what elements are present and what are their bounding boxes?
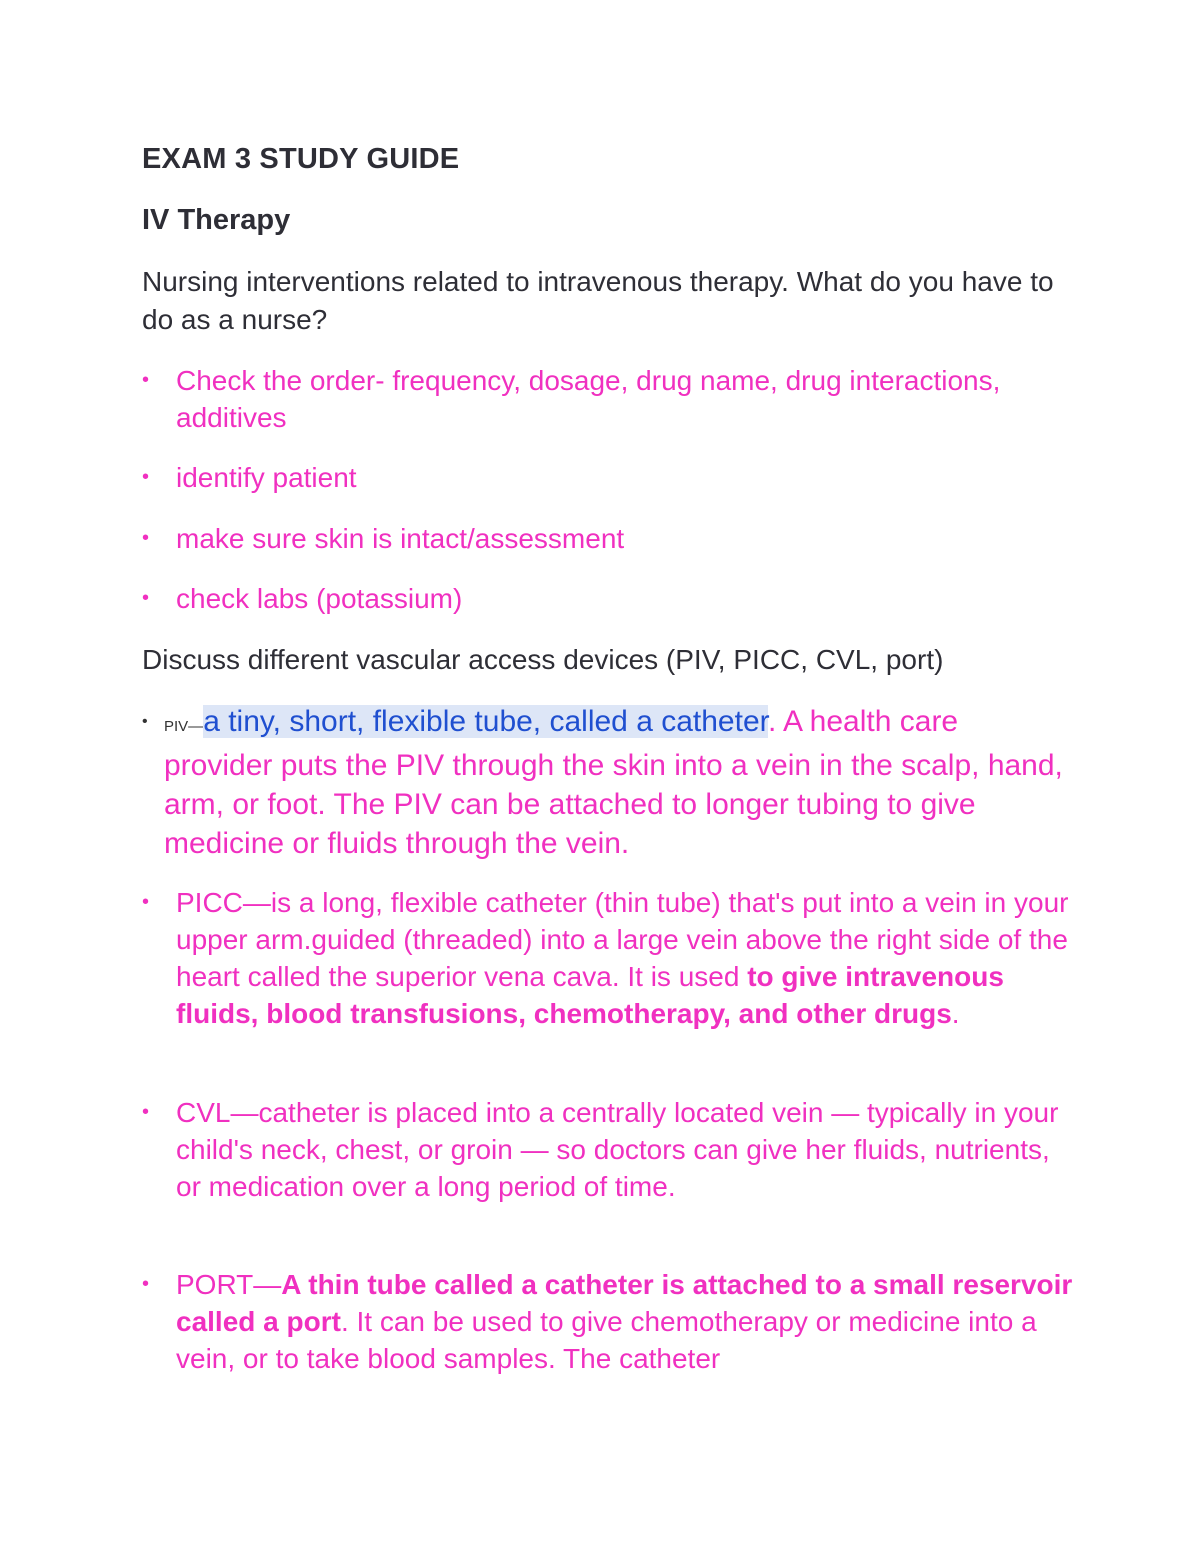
list-item-text: check labs (potassium): [176, 583, 463, 614]
bullet-icon: •: [142, 527, 150, 549]
list-item-text: make sure skin is intact/assessment: [176, 523, 625, 554]
picc-text: PICC—is a long, flexible catheter (thin tube) that's put into a vein in your upper arm.guided (threaded) into a large vein above the right side of the heart called the superior vena cava. It is used: [176, 887, 1069, 992]
bullet-icon: •: [142, 1273, 150, 1295]
document-title: EXAM 3 STUDY GUIDE: [142, 143, 460, 175]
port-description: [176, 1266, 1076, 1377]
picc-end: .: [951, 998, 960, 1029]
list-item-text: Check the order- frequency, dosage, drug name, drug interactions, additives: [176, 365, 1001, 433]
bullet-icon: •: [142, 587, 150, 609]
piv-label: PIV—: [164, 718, 204, 735]
bullet-icon: •: [142, 466, 150, 488]
port-bold-text: A thin tube called a catheter is attached to a small reservoir called a port: [176, 1269, 1073, 1337]
bullet-icon: •: [142, 713, 148, 730]
bullet-icon: •: [142, 369, 150, 391]
question-vascular-access-devices: Discuss different vascular access devices (PIV, PICC, CVL, port): [142, 644, 944, 675]
piv-description: [164, 702, 1074, 863]
section-heading-iv-therapy: IV Therapy: [142, 204, 291, 236]
picc-description: [176, 884, 1076, 1032]
bullet-icon: •: [142, 1101, 150, 1123]
port-text: . It can be used to give chemotherapy or medicine into a vein, or to take blood samples. The catheter: [176, 1306, 1037, 1374]
picc-bold-text: to give intravenous fluids, blood transfusions, chemotherapy, and other drugs: [176, 961, 1004, 1029]
piv-period: .: [767, 705, 777, 738]
list-item-text: identify patient: [176, 462, 357, 493]
piv-rest-text: A health care provider puts the PIV through the skin into a vein in the scalp, hand, arm, or foot. The PIV can be attached to longer tubing to give medicine or fluids through the vein.: [164, 705, 1063, 860]
port-label: PORT—: [176, 1269, 282, 1300]
piv-highlighted-definition: a tiny, short, flexible tube, called a catheter: [203, 705, 768, 738]
cvl-description: CVL—catheter is placed into a centrally located vein — typically in your child's neck, chest, or groin — so doctors can give her fluids, nutrients, or medication over a long period of time.: [176, 1097, 1059, 1202]
question-nursing-interventions: Nursing interventions related to intravenous therapy. What do you have to do as a nurse?: [142, 266, 1054, 335]
bullet-icon: •: [142, 891, 150, 913]
